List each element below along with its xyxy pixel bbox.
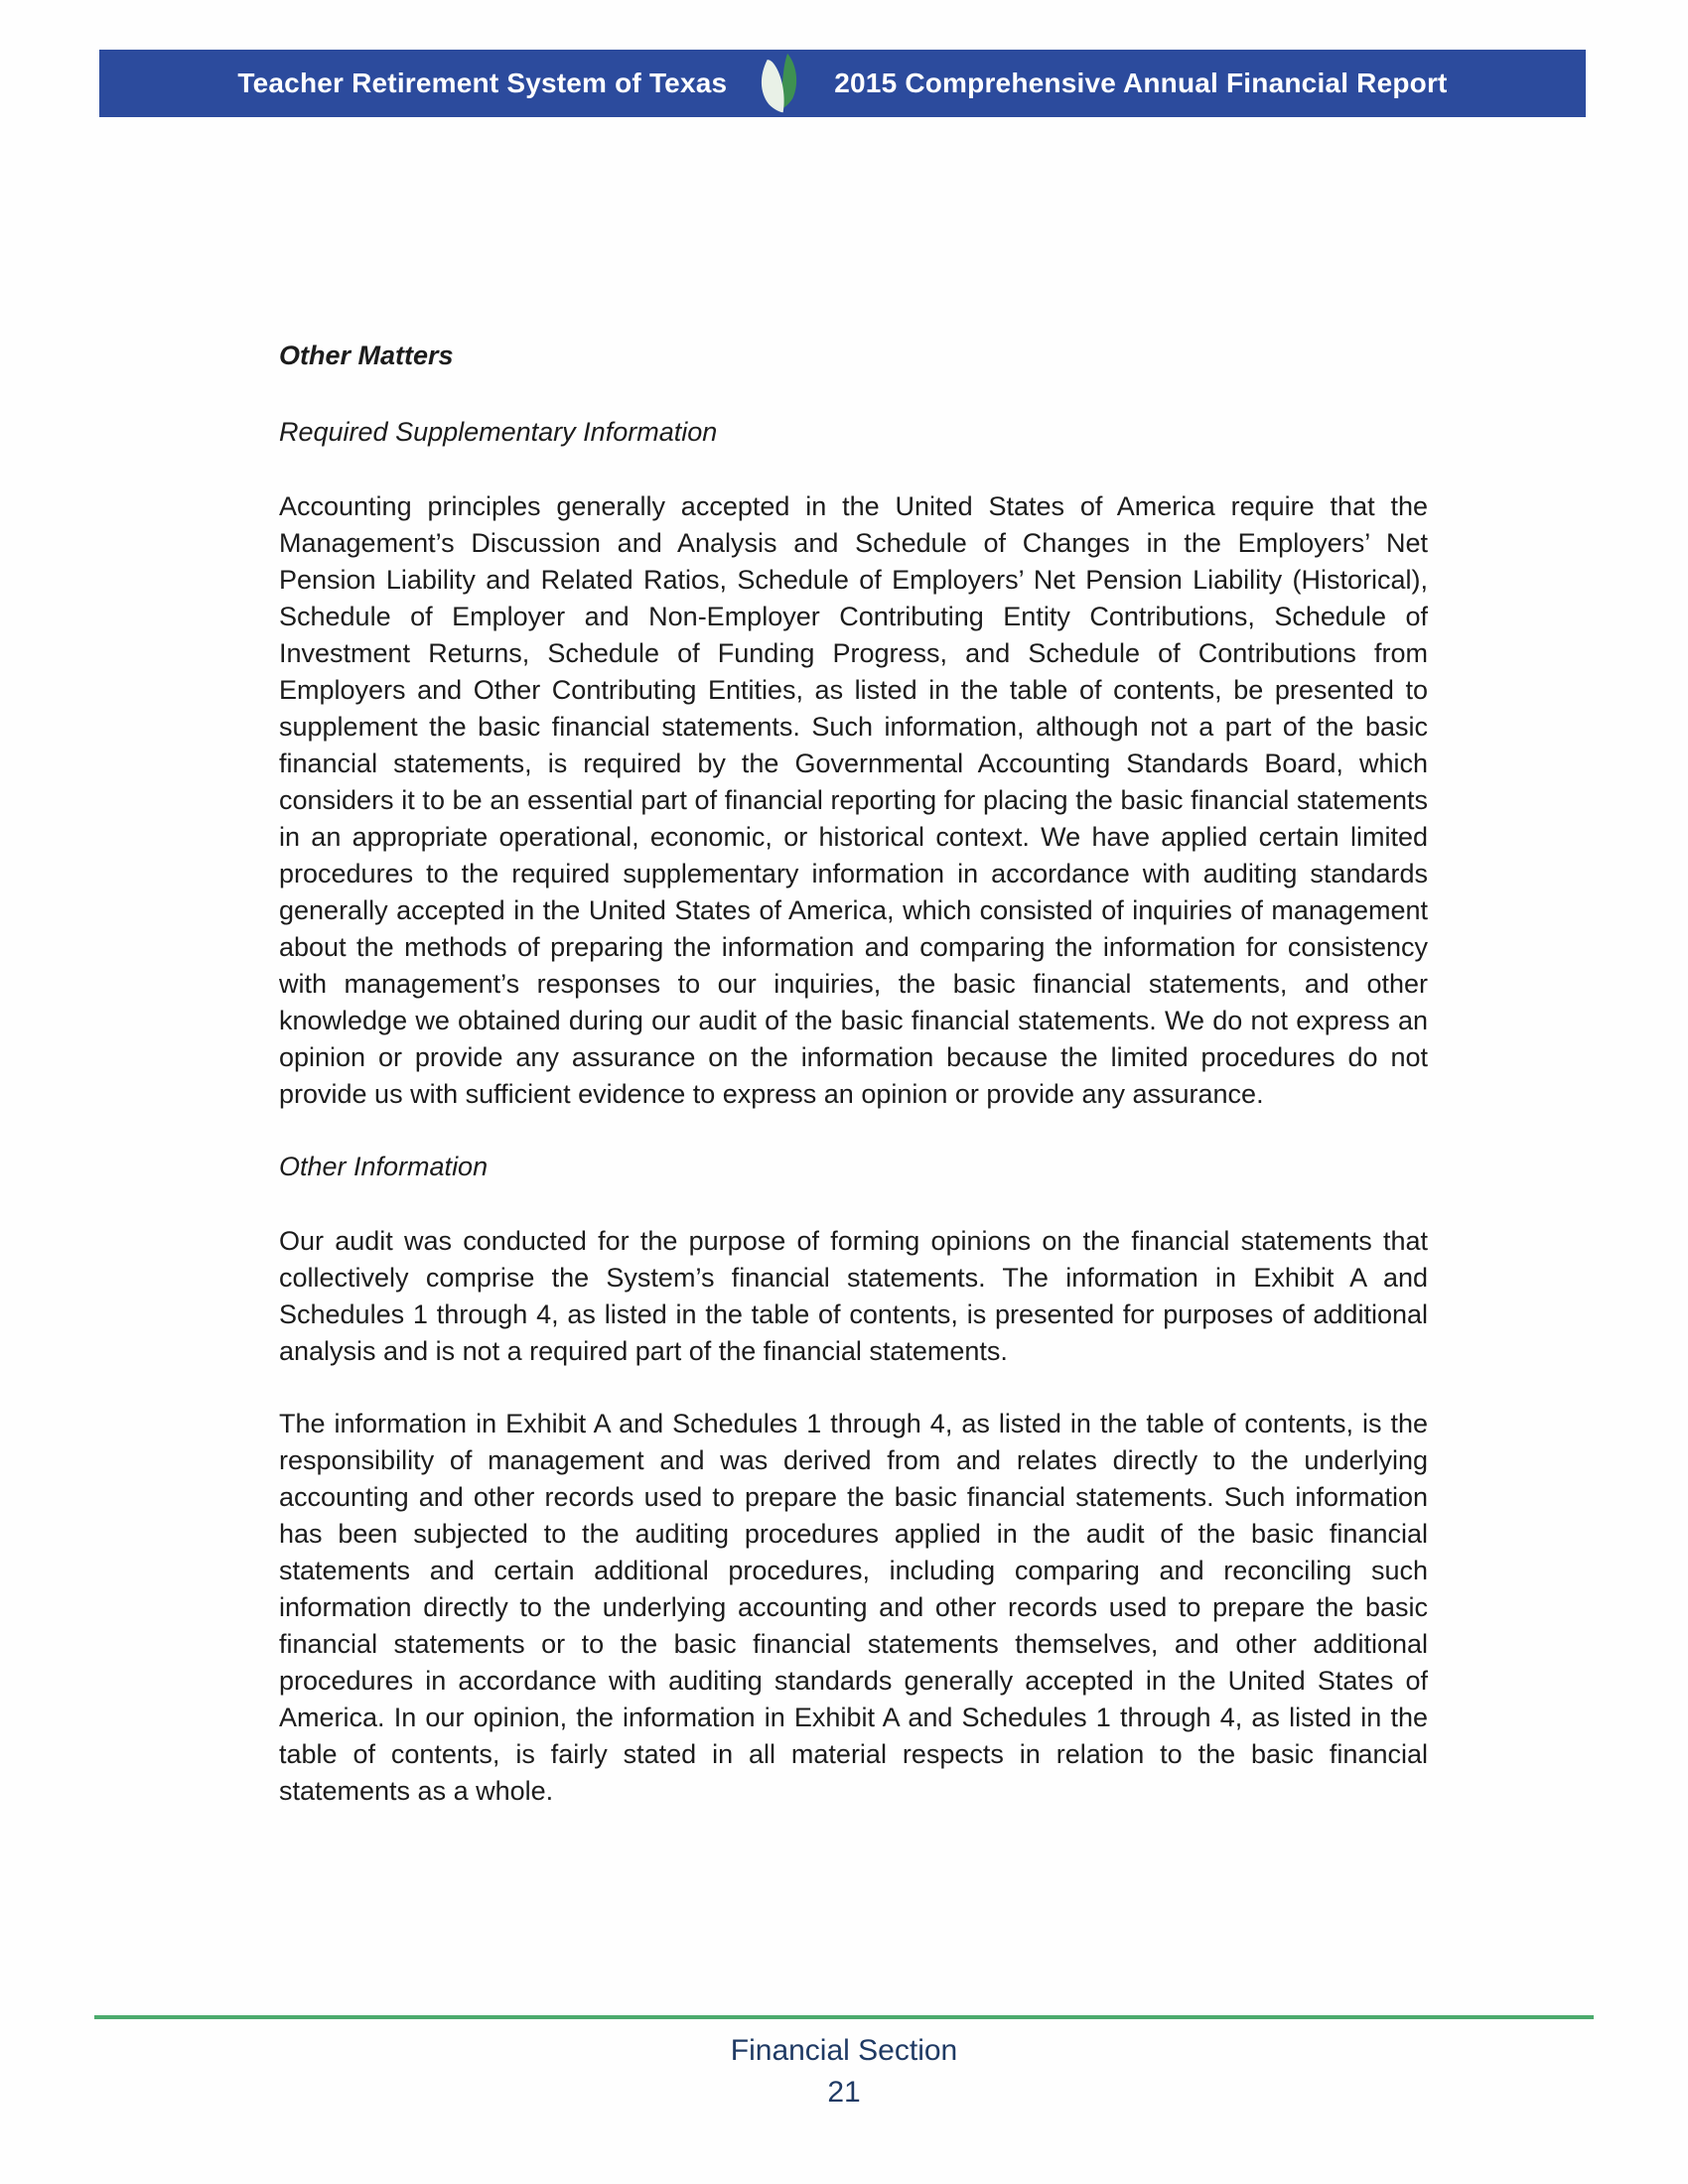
heading-other-matters: Other Matters — [279, 341, 454, 370]
header-bar — [99, 50, 1586, 117]
heading-required-supplementary-information: Required Supplementary Information — [279, 417, 718, 447]
paragraph-other-information-2: The information in Exhibit A and Schedules 1 through 4, as listed in the table of contents, is the responsibility of management and was derived from and relates directly to the underlying accounting and other records used to prepare the basic financial statements. Such information has been subjected to the auditing procedures applied in the audit of the basic financial statements and certain additional procedures, including comparing and reconciling such information directly to the underlying accounting and other records used to prepare the basic financial statements or to the basic financial statements themselves, and other additional procedures in accordance with auditing standards generally accepted in the United States of America. In our opinion, the information in Exhibit A and Schedules 1 through 4, as listed in the table of contents, is fairly stated in all material respects in relation to the basic financial statements as a whole. — [279, 1409, 1428, 1806]
leaf-icon — [757, 53, 804, 114]
letter-body — [279, 338, 1428, 1810]
paragraph-required-supplementary-information: Accounting principles generally accepted in the United States of America require that the Management’s Discussion and Analysis and Schedule of Changes in the Employers’ Net Pension Liability and Related Ratios, Schedule of Employers’ Net Pension Liability (Historical), Schedule of Employer and Non-Employer Contributing Entity Contributions, Schedule of Investment Returns, Schedule of Funding Progress, and Schedule of Contributions from Employers and Other Contributing Entities, as listed in the table of contents, be presented to supplement the basic financial statements. Such information, although not a part of the basic financial statements, is required by the Governmental Accounting Standards Board, which considers it to be an essential part of financial reporting for placing the basic financial statements in an appropriate operational, economic, or historical context. We have applied certain limited procedures to the required supplementary information in accordance with auditing standards generally accepted in the United States of America, which consisted of inquiries of management about the methods of preparing the information and comparing the information for consistency with management’s responses to our inquiries, the basic financial statements, and other knowledge we obtained during our audit of the basic financial statements. We do not express an opinion or provide any assurance on the information because the limited procedures do not provide us with sufficient evidence to express an opinion or provide any assurance. — [279, 491, 1428, 1109]
header-left-title: Teacher Retirement System of Texas — [237, 68, 728, 98]
footer-section-label: Financial Section — [730, 2034, 958, 2067]
paragraph-other-information-1: Our audit was conducted for the purpose of forming opinions on the financial statements that collectively comprise the System’s financial statements. The information in Exhibit A and Schedules 1 through 4, as listed in the table of contents, is presented for purposes of additional analysis and is not a required part of the financial statements. — [279, 1226, 1428, 1366]
footer-rule — [94, 2015, 1594, 2019]
heading-other-information: Other Information — [279, 1152, 489, 1181]
header-right-title: 2015 Comprehensive Annual Financial Report — [834, 68, 1448, 98]
footer-page-number: 21 — [827, 2076, 861, 2109]
